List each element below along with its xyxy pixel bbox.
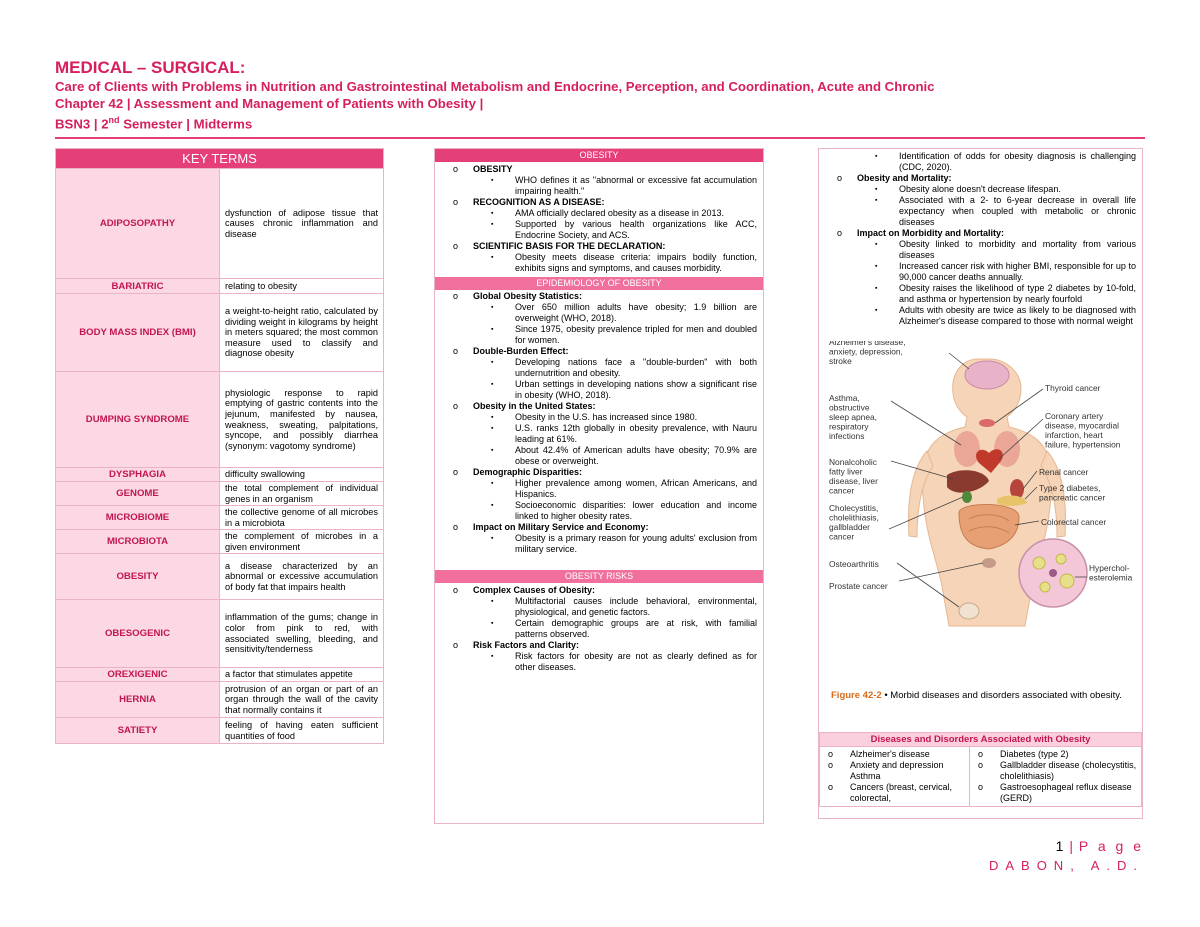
document-header [55,58,1145,132]
list-heading: o Impact on Military Service and Economy: [441,522,757,533]
figure-label-line: stroke [829,356,852,366]
morbid-diseases-figure [829,341,1139,631]
figure-label-line: Renal cancer [1039,467,1089,477]
disease-item: o Anxiety and depression Asthma [850,760,967,782]
list-subitem: ▪ Over 650 million adults have obesity; 1.9 billion are overweight (WHO, 2018). [441,302,757,324]
key-term: OBESITY [56,554,220,600]
key-term-row [56,279,384,294]
key-term-definition: protrusion of an organ or part of an organ through the wall of the cavity that normally contains it [220,682,384,718]
key-term-row [56,718,384,744]
figure-label-line: Coronary artery [1045,411,1104,421]
disease-item: o Diabetes (type 2) [1000,749,1139,760]
key-term-row [56,294,384,372]
page-number: 1 | P a g e [1055,838,1144,854]
key-term-definition: the collective genome of all microbes in a microbiota [220,506,384,530]
list-subitem: ▪ Associated with a 2- to 6-year decrease in overall life expectancy when coupled with metabolic or chronic diseases [825,195,1136,228]
figure-label-line: disease, myocardial [1045,420,1120,431]
key-terms-body [56,169,384,744]
list-subitem: ▪ Socioeconomic disparities: lower education and income linked to higher obesity rates. [441,500,757,522]
label-hypercholesterolemia [1089,563,1133,583]
key-term-row [56,482,384,506]
list-subitem: ▪ Obesity raises the likelihood of type 2 diabetes by 10-fold, and asthma or hypertension by nearly fourfold [825,283,1136,305]
key-term-row [56,372,384,468]
list-subitem: ▪ Adults with obesity are twice as likely to be diagnosed with Alzheimer's disease compared to those with normal weight [825,305,1136,327]
course-title: MEDICAL – SURGICAL: [55,58,246,77]
figure-label-line: Nonalcoholic [829,457,877,467]
list-heading: o Risk Factors and Clarity: [441,640,757,651]
key-term-row [56,506,384,530]
diseases-right-list [970,747,1142,807]
figure-label-line: Hyperchol- [1089,563,1130,573]
key-term-row [56,600,384,668]
morbidity-column [818,148,1143,819]
label-alzheimers [829,341,906,366]
key-term-row [56,554,384,600]
key-term: HERNIA [56,682,220,718]
key-term-definition: a weight-to-height ratio, calculated by dividing weight in kilograms by height in meters squared; the most common measure used to classify and diagnose obesity [220,294,384,372]
epidemiology-section-bar: EPIDEMIOLOGY OF OBESITY [435,277,763,290]
list-subitem: ▪ Urban settings in developing nations show a significant rise in obesity (WHO, 2018). [441,379,757,401]
list-subitem: ▪ U.S. ranks 12th globally in obesity prevalence, with Nauru leading at 61%. [441,423,757,445]
key-term: BARIATRIC [56,279,220,294]
figure-label-line: Colorectal cancer [1041,517,1107,527]
list-heading: o Complex Causes of Obesity: [441,585,757,596]
figure-label-line: gallbladder [829,522,870,532]
disease-item: o Alzheimer's disease [850,749,967,760]
list-subitem: ▪ Obesity alone doesn't decrease lifespan. [825,184,1136,195]
figure-label-line: obstructive [829,402,870,413]
key-term: GENOME [56,482,220,506]
figure-label-line: esterolemia [1089,572,1133,583]
list-heading: o SCIENTIFIC BASIS FOR THE DECLARATION: [441,241,757,252]
disease-item: o Gallbladder disease (cholecystitis, cholelithiasis) [1000,760,1139,782]
disease-item: o Cancers (breast, cervical, colorectal, [850,782,967,804]
key-term: OREXIGENIC [56,668,220,682]
figure-label-line: cancer [829,485,855,496]
body-illustration [829,341,1139,631]
list-subitem: ▪ Risk factors for obesity are not as clearly defined as for other diseases. [441,651,757,673]
key-term: MICROBIOTA [56,530,220,554]
key-term: BODY MASS INDEX (BMI) [56,294,220,372]
label-diabetes [1039,483,1105,503]
risks-section-bar: OBESITY RISKS [435,570,763,583]
figure-caption: Figure 42-2 • Morbid diseases and disorders associated with obesity. [831,690,1122,701]
list-subitem: ▪ Obesity meets disease criteria: impairs bodily function, exhibits signs and symptoms, and causes morbidity. [441,252,757,274]
key-term: DUMPING SYNDROME [56,372,220,468]
list-subitem: ▪ AMA officially declared obesity as a disease in 2013. [441,208,757,219]
figure-label-line: failure, hypertension [1045,439,1121,450]
list-subitem: ▪ Increased cancer risk with higher BMI, responsible for up to 90,000 cancer deaths annually. [825,261,1136,283]
diseases-heading: Diseases and Disorders Associated with Obesity [820,733,1142,747]
key-term-definition: a factor that stimulates appetite [220,668,384,682]
list-subitem: ▪ Identification of odds for obesity diagnosis is challenging (CDC, 2020). [825,151,1136,173]
key-term: SATIETY [56,718,220,744]
label-thyroid [1045,383,1101,393]
diseases-left-list [820,747,970,807]
list-subitem: ▪ About 42.4% of American adults have obesity; 70.9% are obese or overweight. [441,445,757,467]
figure-label-line: Alzheimer's disease, [829,341,906,347]
header-divider [55,137,1145,139]
list-subitem: ▪ Obesity is a primary reason for young adults' exclusion from military service. [441,533,757,555]
figure-label-line: Cholecystitis, [829,503,879,513]
key-term: OBESOGENIC [56,600,220,668]
list-subitem: ▪ Supported by various health organizations like ACC, Endocrine Society, and ACS. [441,219,757,241]
label-coronary [1045,411,1121,450]
label-colorectal [1041,517,1106,527]
list-heading: o OBESITY [441,164,757,175]
key-term-definition: the complement of microbes in a given environment [220,530,384,554]
obesity-column [434,148,764,824]
list-subitem: ▪ Since 1975, obesity prevalence tripled for men and doubled for women. [441,324,757,346]
obesity-list [435,162,763,274]
figure-label-line: respiratory [829,421,869,432]
list-heading: o Demographic Disparities: [441,467,757,478]
figure-label-line: Thyroid cancer [1045,383,1101,393]
list-subitem: ▪ Higher prevalence among women, African Americans, and Hispanics. [441,478,757,500]
disease-item: o Gastroesophageal reflux disease (GERD) [1000,782,1139,804]
key-term-definition: the total complement of individual genes in an organism [220,482,384,506]
figure-label-line: cholelithiasis, [829,512,879,523]
label-renal [1039,467,1089,477]
figure-label-line: Asthma, [829,393,860,403]
epidemiology-list [435,290,763,555]
obesity-section-bar: OBESITY [435,149,763,162]
list-heading: o Impact on Morbidity and Mortality: [825,228,1136,239]
author-name: DABON, A.D. [988,858,1144,873]
morbidity-list [819,173,1142,327]
list-heading: o Obesity in the United States: [441,401,757,412]
label-liver [829,457,878,496]
key-term-row [56,530,384,554]
list-subitem: ▪ Certain demographic groups are at risk, with familial patterns observed. [441,618,757,640]
figure-label-line: cancer [829,531,855,542]
figure-label-line: Osteoarthritis [829,559,879,569]
course-subtitle: Care of Clients with Problems in Nutrition and Gastrointestinal Metabolism and Endocrine, Perception, and Coordination, Acute and Chronic [55,79,935,94]
figure-label-line: disease, liver [829,476,878,486]
key-term-definition: inflammation of the gums; change in color from pink to red, with associated swelling, bleeding, and sensitivity/tenderness [220,600,384,668]
figure-label-line: Prostate cancer [829,581,888,591]
diseases-table [819,732,1142,807]
key-term: ADIPOSOPATHY [56,169,220,279]
key-term-definition: a disease characterized by an abnormal or excessive accumulation of body fat that impairs health [220,554,384,600]
key-terms-heading: KEY TERMS [56,149,384,169]
figure-label-line: anxiety, depression, [829,346,903,357]
key-term-row [56,668,384,682]
key-terms-table [55,148,384,744]
list-heading: o Double-Burden Effect: [441,346,757,357]
figure-label-line: infarction, heart [1045,430,1103,440]
key-term: DYSPHAGIA [56,468,220,482]
list-subitem: ▪ WHO defines it as "abnormal or excessive fat accumulation impairing health." [441,175,757,197]
label-asthma [829,393,877,441]
key-term-definition: feeling of having eaten sufficient quantities of food [220,718,384,744]
risks-list [435,583,763,673]
label-prostate [829,581,888,591]
key-term: MICROBIOME [56,506,220,530]
list-heading: o Global Obesity Statistics: [441,291,757,302]
key-term-row [56,682,384,718]
figure-label-line: pancreatic cancer [1039,492,1106,503]
list-subitem: ▪ Multifactorial causes include behavioral, environmental, physiological, and genetic factors. [441,596,757,618]
figure-label-line: Type 2 diabetes, [1039,483,1101,493]
figure-label-line: fatty liver [829,466,863,477]
list-heading: o Obesity and Mortality: [825,173,1136,184]
semester-line: BSN3 | 2nd Semester | Midterms [55,115,253,132]
label-cholecystitis [829,503,879,542]
figure-label-line: sleep apnea, [829,412,877,422]
list-subitem: ▪ Developing nations face a "double-burden" with both undernutrition and obesity. [441,357,757,379]
label-osteoarthritis [829,559,879,569]
key-term-definition: dysfunction of adipose tissue that causes chronic inflammation and disease [220,169,384,279]
key-term-row [56,169,384,279]
key-term-definition: difficulty swallowing [220,468,384,482]
key-term-row [56,468,384,482]
key-term-definition: physiologic response to rapid emptying of gastric contents into the jejunum, manifested by nausea, weakness, sweating, palpitations, syncope, and possibly diarrhea (synonym: vagotomy syndrome) [220,372,384,468]
chapter-title: Chapter 42 | Assessment and Management of Patients with Obesity | [55,96,484,111]
figure-label-line: infections [829,431,865,441]
key-term-definition: relating to obesity [220,279,384,294]
list-heading: o RECOGNITION AS A DISEASE: [441,197,757,208]
list-subitem: ▪ Obesity in the U.S. has increased since 1980. [441,412,757,423]
list-subitem: ▪ Obesity linked to morbidity and mortality from various diseases [825,239,1136,261]
